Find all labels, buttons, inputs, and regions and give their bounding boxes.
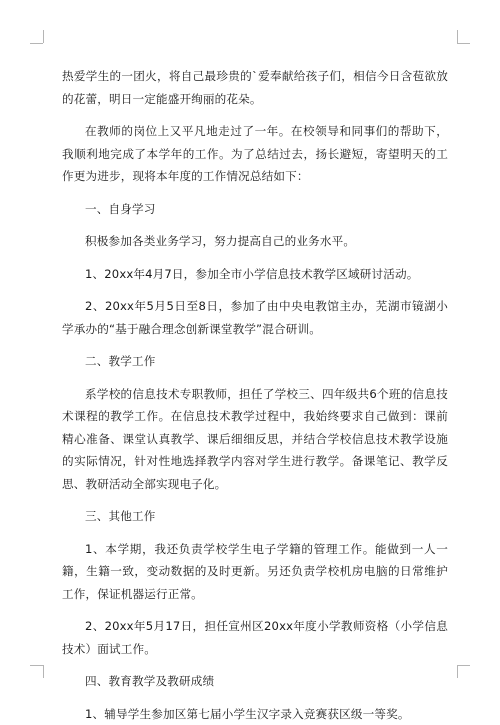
document-body: [62, 65, 448, 725]
corner-mark-top-left-v: [43, 30, 44, 43]
list-item-other-1: 1、本学期，我还负责学校学生电子学籍的管理工作。能做到一人一籍，生籍一致，变动数据的及时更新。另还负责学校机房电脑的日常维护工作，保证机器运行正常。: [62, 538, 448, 606]
corner-mark-top-left-h: [30, 43, 43, 44]
section-heading-self-study: 一、自身学习: [62, 198, 448, 221]
list-item-study-1: 1、20xx年4月7日，参加全市小学信息技术教学区域研讨活动。: [62, 263, 448, 286]
corner-mark-bottom-left-h: [30, 665, 43, 666]
corner-mark-top-right-v: [457, 30, 458, 43]
section-heading-achievements: 四、教育教学及教研成绩: [62, 670, 448, 693]
paragraph-introduction: 在教师的岗位上又平凡地走过了一年。在校领导和同事们的帮助下，我顺利地完成了本学年的工作。为了总结过去，扬长避短，寄望明天的工作更为进步，现将本年度的工作情况总结如下：: [62, 120, 448, 188]
paragraph-opening: 热爱学生的一团火，将自己最珍贵的`爱奉献给孩子们，相信今日含苞欲放的花蕾，明日一定能盛开绚丽的花朵。: [62, 65, 448, 110]
corner-mark-top-right-h: [457, 43, 470, 44]
corner-mark-bottom-left-v: [43, 665, 44, 678]
corner-mark-bottom-right-v: [457, 665, 458, 678]
list-item-achievement-1: 1、辅导学生参加区第七届小学生汉字录入竞赛获区级一等奖。: [62, 703, 448, 725]
section-heading-other-work: 三、其他工作: [62, 505, 448, 528]
paragraph-teaching: 系学校的信息技术专职教师，担任了学校三、四年级共6个班的信息技术课程的教学工作。在信息技术教学过程中，我始终要求自己做到：课前精心准备、课堂认真教学、课后细细反思，并结合学校信息技术教学设施的实际情况，针对性地选择教学内容对学生进行教学。备课笔记、教学反思、教研活动全部实现电子化。: [62, 383, 448, 496]
list-item-study-2: 2、20xx年5月5日至8日，参加了由中央电教馆主办，芜湖市镜湖小学承办的“基于融合理念创新课堂教学”混合研训。: [62, 295, 448, 340]
section-heading-teaching: 二、教学工作: [62, 350, 448, 373]
paragraph-self-study: 积极参加各类业务学习，努力提高自己的业务水平。: [62, 230, 448, 253]
list-item-other-2: 2、20xx年5月17日，担任宣州区20xx年度小学教师资格（小学信息技术）面试工作。: [62, 615, 448, 660]
corner-mark-bottom-right-h: [457, 665, 470, 666]
